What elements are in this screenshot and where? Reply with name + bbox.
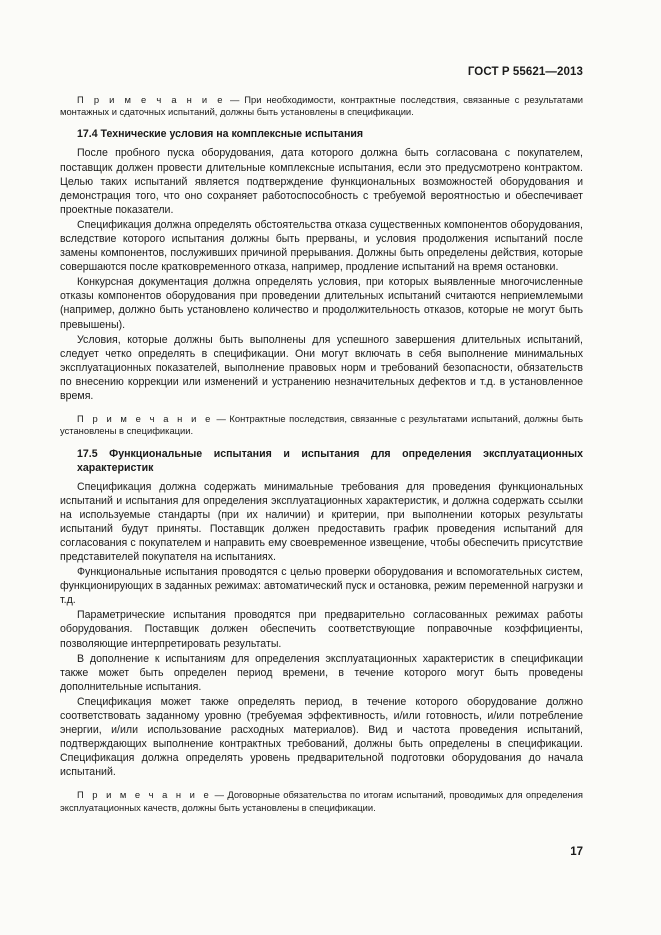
paragraph: Спецификация может также определять период, в течение которого оборудование должно соответствовать заданному уровню (требуемая эффективность, и/или готовность, и/или потребление энергии, и/или использование расходных материалов). Вид и частота проведения испытаний, подтверждающих выполнение контрактных требований, должны быть определены в спецификации. Спецификация должна определять уровень предварительной подготовки оборудования до начала испытаний. (60, 695, 583, 779)
section-heading-17-5: 17.5 Функциональные испытания и испытания для определения эксплуатационных характеристик (77, 447, 583, 474)
paragraph: Функциональные испытания проводятся с целью проверки оборудования и вспомогательных систем, функционирующих в заданных режимах: автоматический пуск и остановка, режим переменной нагрузки и т.д. (60, 566, 583, 607)
paragraph: Условия, которые должны быть выполнены для успешного завершения длительных испытаний, следует четко определять в спецификации. Они могут включать в себя выполнение минимальных эксплуатационных показателей, выполнение правовых норм и требований безопасности, обязательств по внесению коррекции или изменений и устранению незначительных дефектов и т.д. в установленное время. (60, 333, 583, 402)
note-label: П р и м е ч а н и е (77, 94, 226, 105)
page-content (60, 94, 583, 814)
note-2 (60, 413, 583, 437)
note-label: П р и м е ч а н и е (77, 789, 212, 801)
paragraph: Конкурсная документация должна определять условия, при которых выявленные многочисленные отказы компонентов оборудования при проведении длительных испытаний считаются неприемлемыми (например, должно быть установлено количество и продолжительность отказов, которые не могут быть превышены). (60, 276, 583, 331)
paragraph: В дополнение к испытаниям для определения эксплуатационных характеристик в спецификации также может быть определен период времени, в течение которого могут быть проведены дополнительные испытания. (60, 652, 583, 693)
note-label: П р и м е ч а н и е (77, 413, 213, 425)
paragraph: После пробного пуска оборудования, дата которого должна быть согласована с покупателем, поставщик должен провести длительные комплексные испытания, если это предусмотрено контрактом. Целью таких испытаний является подтверждение функциональных возможностей оборудования и демонстрация того, что оно сохраняет работоспособность с требуемой вероятностью и обеспечивает проектные показатели. (60, 147, 583, 216)
document-id: ГОСТ Р 55621—2013 (467, 66, 583, 78)
paragraph: Спецификация должна содержать минимальные требования для проведения функциональных испытаний и испытания для определения эксплуатационных характеристик, и должна содержать ссылки на используемые стандарты (при их наличии) и критерии, при выполнении которых результаты испытаний будут приняты. Поставщик должен предоставить график проведения испытаний для согласования с покупателем и направить ему своевременное извещение, чтобы обеспечить присутствие представителей покупателя на испытаниях. (60, 480, 583, 563)
note-text: — Контрактные последствия, связанные с результатами испытаний, должны быть установлены в спецификации. (60, 413, 584, 437)
page-number: 17 (570, 846, 583, 858)
note-1 (60, 94, 583, 118)
section-heading-17-4: 17.4 Технические условия на комплексные испытания (77, 128, 364, 141)
paragraph: Параметрические испытания проводятся при предварительно согласованных режимах работы оборудования. Поставщик должен обеспечить соответствующие поправочные коэффициенты, позволяющие интерпретировать результаты. (60, 609, 583, 650)
paragraph: Спецификация должна определять обстоятельства отказа существенных компонентов оборудования, вследствие которого испытания должны быть прерваны, и условия продолжения испытаний после замены компонентов, послуживших причиной прерывания. Должны быть определены действия, которые совершаются после кратковременного отказа, например, продление испытаний на время остановки. (60, 218, 583, 274)
note-text: — При необходимости, контрактные последствия, связанные с результатами монтажных и сдаточных испытаний, должны быть установлены в спецификации. (60, 94, 584, 118)
note-text: — Договорные обязательства по итогам испытаний, проводимых для определения эксплуатационных качеств, должны быть установлены в спецификации. (60, 789, 583, 813)
note-3 (60, 789, 583, 813)
